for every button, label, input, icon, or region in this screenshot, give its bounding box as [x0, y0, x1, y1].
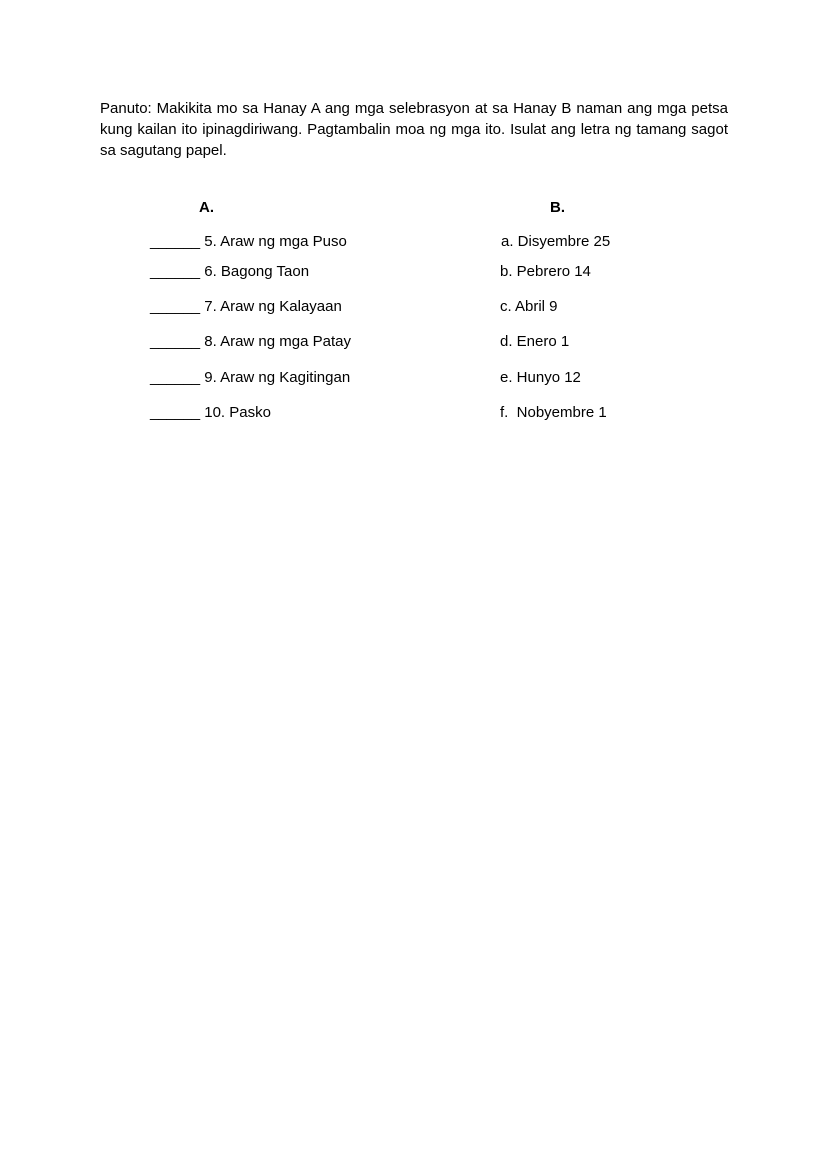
instructions-paragraph: Panuto: Makikita mo sa Hanay A ang mga selebrasyon at sa Hanay B naman ang mga petsa kung kailan ito ipinagdiriwang. Pagtambalin moa ng mga ito. Isulat ang letra ng tamang sagot sa sagutang papel.: [100, 100, 728, 159]
column-a-item-5: ______ 5. Araw ng mga Puso: [150, 233, 347, 250]
column-a-item-10: ______ 10. Pasko: [150, 404, 271, 421]
column-b-item-e: e. Hunyo 12: [500, 369, 581, 386]
column-b-item-f: f. Nobyembre 1: [500, 404, 607, 421]
column-a-header: A.: [199, 199, 214, 216]
column-a-item-8: ______ 8. Araw ng mga Patay: [150, 333, 351, 350]
column-a-item-7: ______ 7. Araw ng Kalayaan: [150, 298, 342, 315]
column-a-item-6: ______ 6. Bagong Taon: [150, 263, 310, 280]
column-b-item-c: c. Abril 9: [500, 298, 558, 315]
column-b-item-b: b. Pebrero 14: [500, 263, 591, 280]
column-a-item-9: ______ 9. Araw ng Kagitingan: [150, 369, 351, 386]
column-b-item-a: a. Disyembre 25: [501, 233, 611, 250]
column-b-item-d: d. Enero 1: [500, 333, 570, 350]
column-b-header: B.: [550, 199, 565, 216]
